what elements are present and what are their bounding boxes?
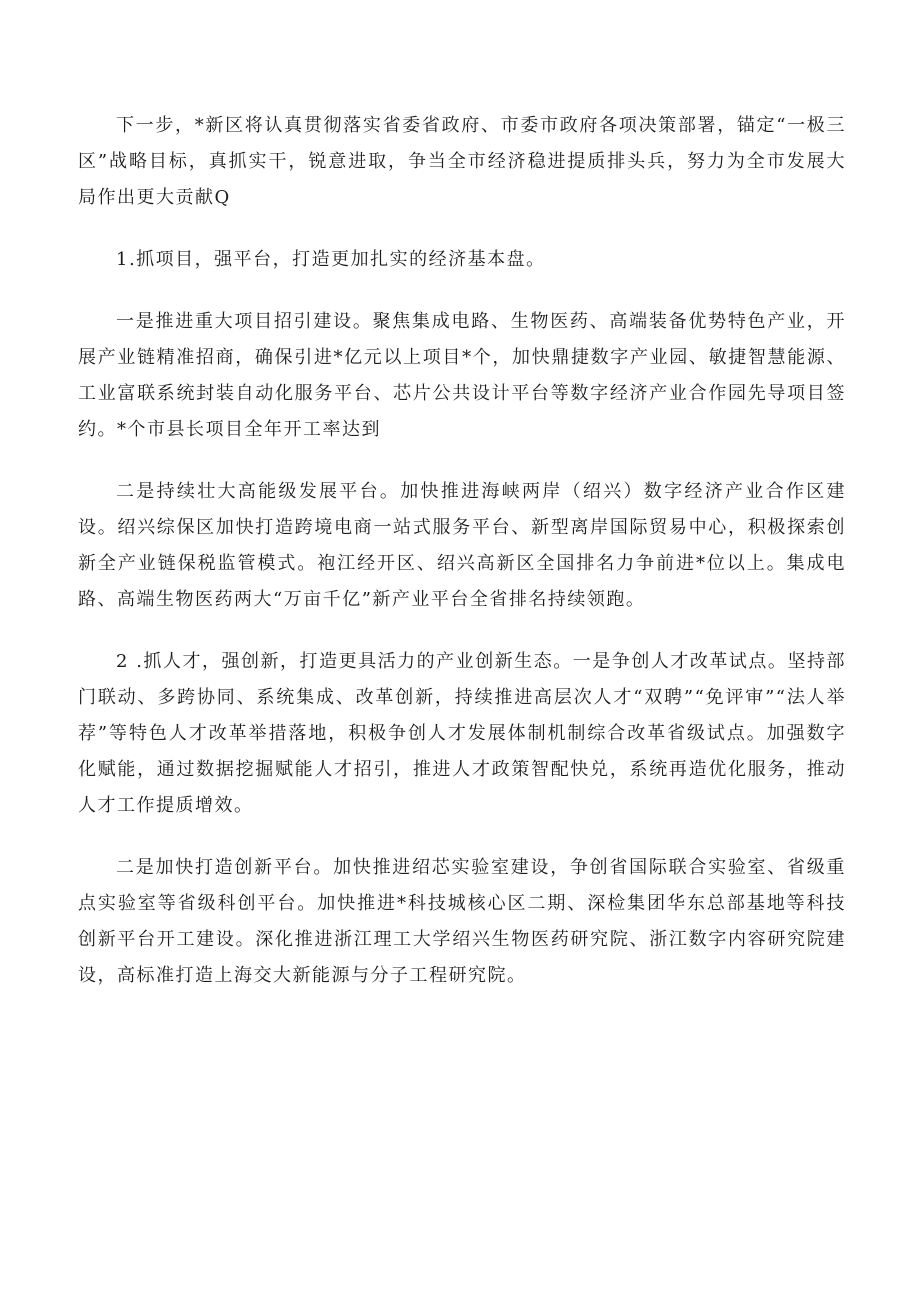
paragraph-development-platforms: 二是持续壮大高能级发展平台。加快推进海峡两岸（绍兴）数字经济产业合作区建设。绍兴综保区加快打造跨境电商一站式服务平台、新型离岸国际贸易中心，积极探索创新全产业链保税监管模式。袍江经开区、绍兴高新区全国排名力争前进*位以上。集成电路、高端生物医药两大“万亩千亿”新产业平台全省排名持续领跑。 (78, 481, 846, 610)
document-body (78, 108, 846, 1020)
paragraph-major-projects: 一是推进重大项目招引建设。聚焦集成电路、生物医药、高端装备优势特色产业，开展产业链精准招商，确保引进*亿元以上项目*个，加快鼎捷数字产业园、敏捷智慧能源、工业富联系统封装自动化服务平台、芯片公共设计平台等数字经济产业合作园先导项目签约。*个市县长项目全年开工率达到 (78, 311, 846, 440)
heading-projects-platforms: 1.抓项目，强平台，打造更加扎实的经济基本盘。 (116, 249, 546, 270)
paragraph-talent-innovation: 2 .抓人才，强创新，打造更具活力的产业创新生态。一是争创人才改革试点。坚持部门联动、多跨协同、系统集成、改革创新，持续推进高层次人才“双聘”“免评审”“法人举荐”等特色人才改革举措落地，积极争创人才发展体制机制综合改革省级试点。加强数字化赋能，通过数据挖掘赋能人才招引，推进人才政策智配快兑，系统再造优化服务，推动人才工作提质增效。 (78, 651, 846, 816)
paragraph-next-step: 下一步，*新区将认真贯彻落实省委省政府、市委市政府各项决策部署，锚定“一极三区”战略目标，真抓实干，锐意进取，争当全市经济稳进提质排头兵，努力为全市发展大局作出更大贡献Q (78, 115, 846, 208)
paragraph-innovation-platforms: 二是加快打造创新平台。加快推进绍芯实验室建设，争创省国际联合实验室、省级重点实验室等省级科创平台。加快推进*科技城核心区二期、深检集团华东总部基地等科技创新平台开工建设。深化推进浙江理工大学绍兴生物医药研究院、浙江数字内容研究院建设，高标准打造上海交大新能源与分子工程研究院。 (78, 857, 846, 986)
